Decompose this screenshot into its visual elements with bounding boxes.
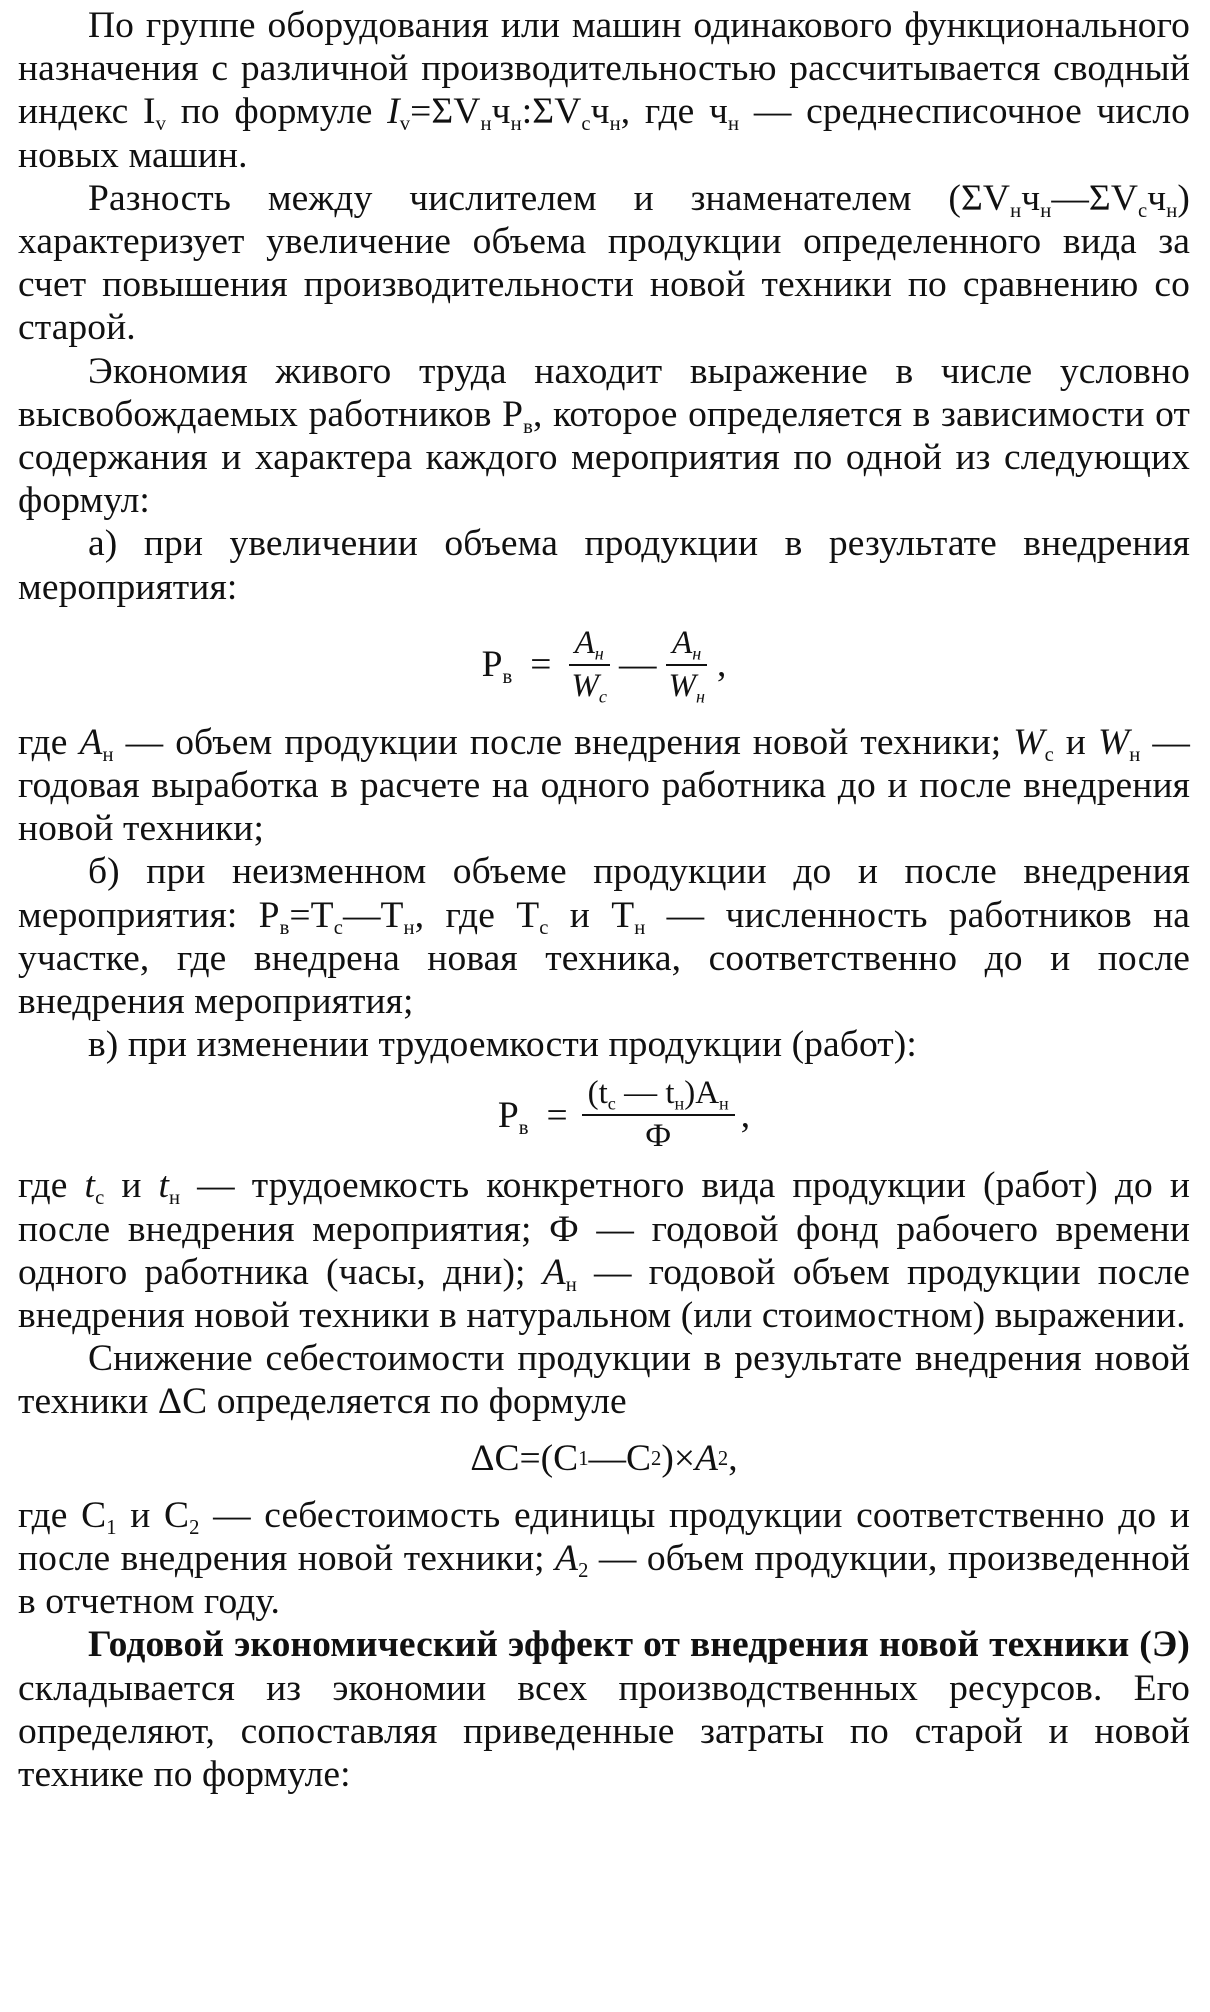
paragraph-difference: Разность между числителем и знаменателем $(\Sigma V_нч_н—\Sigma V_сч_н)$ характеризует увеличение объема продукции определенного вида за счет повышения производительности новой техники по сравнению со старой.	[18, 177, 1190, 349]
paragraph-cost-reduction: Снижение себестоимости продукции в результате внедрения новой техники ΔС определяется по формуле	[18, 1338, 1190, 1423]
fraction-an-over-wc: $\frac{A_н}{W_с}$	[565, 625, 613, 705]
paragraph-case-a: а) при увеличении объема продукции в результате внедрения мероприятия:	[18, 523, 1190, 608]
paragraph-cost-legend: где $С_1$ и $С_2$ — себестоимость единицы продукции соответственно до и после внедрения новой техники; $A_2$ — объем продукции, произведенной в отчетном году.	[18, 1494, 1190, 1623]
paragraph-composite-index: По группе оборудования или машин одинакового функционального назначения с различной производительностью рассчитывается сводный индекс $I_v$ по формуле $I_v=\Sigma V_нч_н:\Sigma V_сч_н$, где $ч_н$ — среднесписочное число новых машин.	[18, 5, 1191, 176]
paragraph-formula-c-legend: где $t_с$ и $t_н$ — трудоемкость конкретного вида продукции (работ) до и после внедрения мероприятия; Ф — годовой фонд рабочего времени одного работника (часы, дни); $A_н$ — годовой объем продукции после внедрения новой техники в натуральном (или стоимостном) выражении.	[18, 1165, 1191, 1337]
paragraph-annual-effect: Годовой экономический эффект от внедрения новой техники (Э) складывается из экономии всех производственных ресурсов. Его определяют, сопоставляя приведенные затраты по старой и новой технике по формуле:	[18, 1624, 1190, 1795]
term-annual-economic-effect: Годовой экономический эффект от внедрения новой техники (Э)	[88, 1624, 1190, 1666]
formula-workers-released-a: $Р_в$ = $\frac{A_н}{W_с}$ — $\frac{A_н}{W_н}$ ,	[481, 624, 727, 707]
paragraph-case-b: б) при неизменном объеме продукции до и после внедрения мероприятия: $Р_в=Т_с—Т_н$, где $Т_с$ и $Т_н$ — численность работников на участке, где внедрена новая техника, соответственно до и после внедрения мероприятия;	[18, 851, 1191, 1023]
fraction-an-over-wn: $\frac{A_н}{W_н}$	[662, 625, 711, 705]
paragraph-labor-savings: Экономия живого труда находит выражение в числе условно высвобождаемых работников $Р_в$, которое определяется в зависимости от содержания и характера каждого мероприятия по одной из следующих формул:	[18, 350, 1190, 522]
fraction-labor-intensity: $\frac{(t_с — t_н)A_н}{Ф}$	[582, 1075, 735, 1155]
formula-cost-reduction: ΔС=(С 1 —С 2 )× A 2 ,	[470, 1438, 738, 1480]
paragraph-formula-a-legend: где $A_н$ — объем продукции после внедрения новой техники; $W_с$ и $W_н$ — годовая выработка в расчете на одного работника до и после внедрения новой техники;	[18, 721, 1191, 850]
paragraph-case-c: в) при изменении трудоемкости продукции (работ):	[88, 1024, 917, 1066]
formula-workers-released-c: $Р_в$ = $\frac{(t_с — t_н)A_н}{Ф}$ ,	[497, 1075, 751, 1155]
